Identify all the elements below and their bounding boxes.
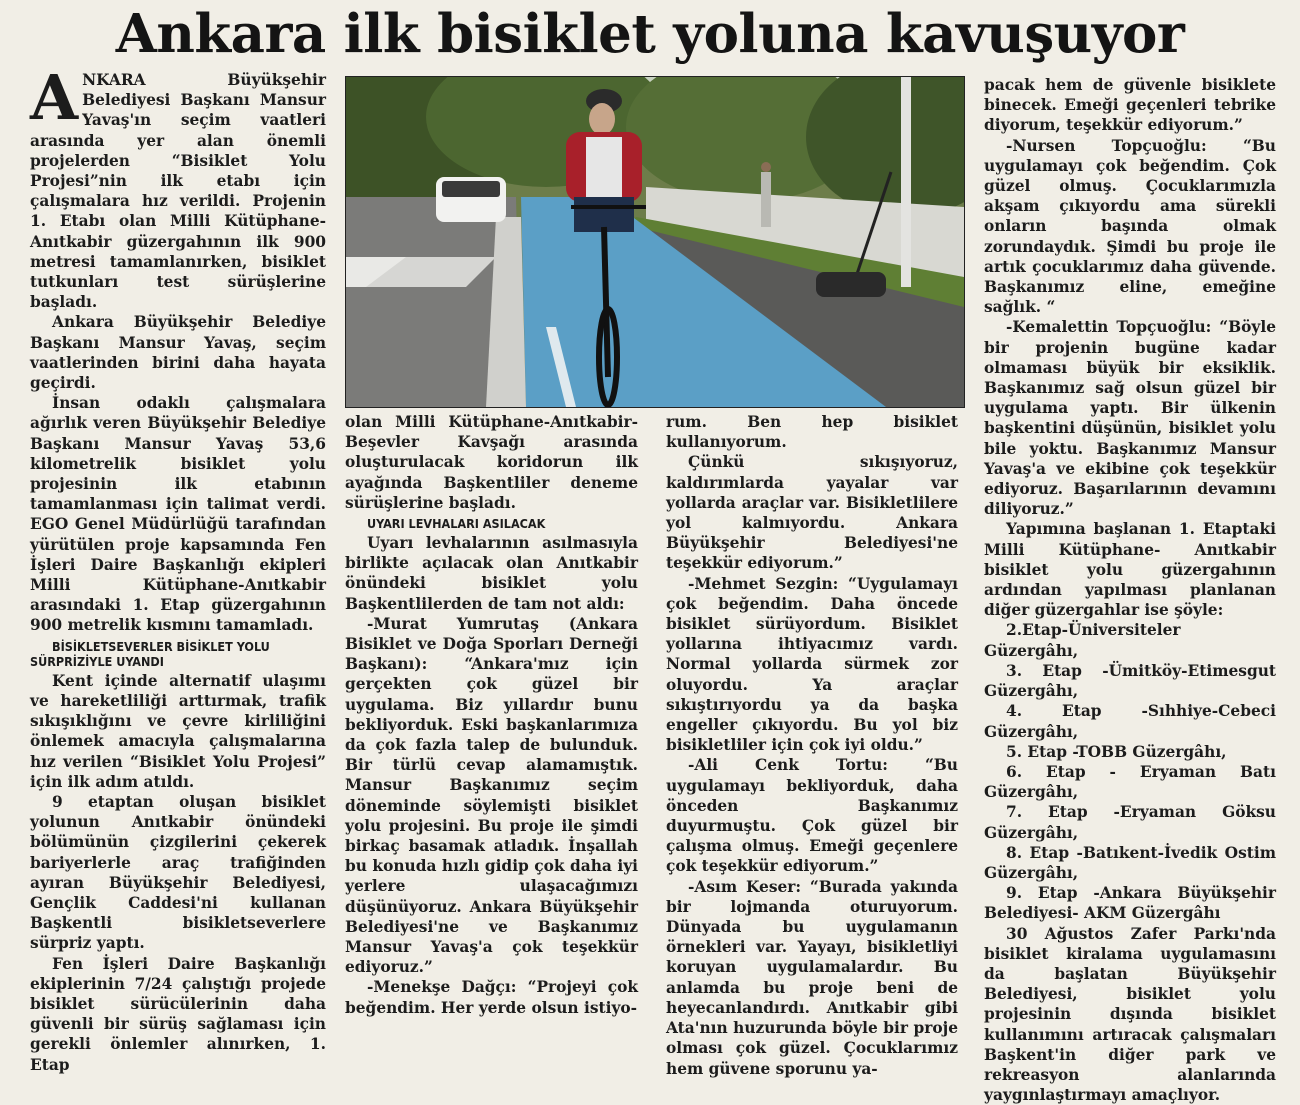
paragraph: 9 etaptan oluşan bisiklet yolunun Anıtkabir önündeki bölümünün çizgilerini çekerek bariyerlerle araç trafiğinden ayıran Büyükşehir Belediyesi, Gençlik Caddesi'ni kullanan Başkentli bisikletseverlere sürpriz yaptı. bbox=[30, 792, 326, 953]
paragraph: Çünkü sıkışıyoruz, kaldırımlarda yayalar var yollarda araçlar var. Bisikletlilere yol kalmıyordu. Ankara Büyükşehir Belediyesi'ne teşekkür ediyorum.” bbox=[666, 453, 958, 573]
paragraph: rum. Ben hep bisiklet kullanıyorum. bbox=[666, 413, 958, 452]
article-column-1 bbox=[30, 61, 326, 1075]
route-item: 2.Etap-Üniversiteler Güzergâhı, bbox=[984, 621, 1181, 660]
paragraph: Yapımına başlanan 1. Etaptaki Milli Kütüphane- Anıtkabir bisiklet yolu güzergahının ardından yapılması planlanan diğer güzergahlar ise şöyle: bbox=[984, 520, 1276, 620]
route-item: 9. Etap -Ankara Büyükşehir Belediyesi- AKM Güzergâhı bbox=[984, 884, 1276, 923]
paragraph: -Menekşe Dağçı: “Projeyi çok beğendim. Her yerde olsun istiyo- bbox=[345, 978, 638, 1017]
article-photo bbox=[345, 76, 965, 408]
paragraph: Kent içinde alternatif ulaşımı ve hareketliliği arttırmak, trafik sıkışıklığını ve çevre kirliliğini önlemek amacıyla çalışmalarına hız verilen “Bisiklet Yolu Projesi” için ilk adım atıldı. bbox=[30, 671, 326, 791]
article-headline: Ankara ilk bisiklet yoluna kavuşuyor bbox=[115, 3, 1185, 65]
paragraph: -Nursen Topçuoğlu: “Bu uygulamayı çok beğendim. Çok güzel olmuş. Çocuklarımızla akşam çıkıyordu ama sürekli onların başında olmak zorundaydık. Şimdi bu proje ile artık çocuklarımız daha güvende. Başkanımız eline, emeğine sağlık. “ bbox=[984, 136, 1276, 317]
article-column-4 bbox=[984, 75, 1276, 1105]
paragraph: -Asım Keser: “Burada yakında bir lojmanda oturuyorum. Dünyada bu uygulamanın örnekleri var. Yayayı, bisikletliyi koruyan uygulamalardır. Bu anlamda bu proje beni de heyecanlandırdı. Anıtkabir gibi Ata'nın huzurunda böyle bir proje olması çok güzel. Çocuklarımız hem güvene sporunu ya- bbox=[666, 877, 958, 1078]
route-item: 6. Etap - Eryaman Batı Güzergâhı, bbox=[984, 762, 1276, 802]
paragraph: İnsan odaklı çalışmalara ağırlık veren Büyükşehir Belediye Başkanı Mansur Yavaş 53,6 kilometrelik bisiklet yolu projesinin ilk etabının tamamlanması için talimat verdi. EGO Genel Müdürlüğü tarafından yürütülen proje kapsamında Fen İşleri Daire Başkanlığı ekipleri Milli Kütüphane-Anıtkabir arasındaki 1. Etap güzergahının 900 metrelik kısmını tamamladı. bbox=[30, 394, 326, 635]
paragraph: Fen İşleri Daire Başkanlığı ekiplerinin 7/24 çalıştığı projede bisiklet sürücülerinin daha güvenli bir sürüş sağlaması için gerekli önlemler alınırken, 1. Etap bbox=[30, 954, 326, 1074]
subheading: BİSİKLETSEVERLER BİSİKLET YOLU SÜRPRİZİYLE UYANDI bbox=[30, 638, 270, 669]
cyclist-photo bbox=[346, 77, 964, 407]
article-column-2 bbox=[345, 412, 638, 1018]
paragraph: 30 Ağustos Zafer Parkı'nda bisiklet kiralama uygulamasını da başlatan Büyükşehir Belediyesi, bisiklet yolu projesinin dışında bisiklet kullanımını artıracak çalışmaları Başkent'in diğer park ve rekreasyon alanlarında yaygınlaştırmayı amaçlıyor. bbox=[984, 924, 1276, 1105]
paragraph: -Ali Cenk Tortu: “Bu uygulamayı bekliyorduk, daha önceden Başkanımız duyurmuştu. Çok güzel bir çalışma olmuş. Emeği geçenlere çok teşekkür ediyorum.” bbox=[666, 756, 958, 876]
route-item: 3. Etap -Ümitköy-Etimesgut Güzergâhı, bbox=[984, 661, 1276, 701]
route-item: 5. Etap -TOBB Güzergâhı, bbox=[1006, 742, 1227, 761]
article-column-3 bbox=[666, 412, 958, 1079]
lead-paragraph: ANKARA Büyükşehir Belediyesi Başkanı Mansur Yavaş'ın seçim vaatleri arasında yer alan önemli projelerden “Bisiklet Yolu Projesi”nin ilk etabı için çalışmalara hız verildi. Projenin 1. Etabı olan Milli Kütüphane-Anıtkabir güzergahının ilk 900 metresi tamamlanırken, bisiklet tutkunları test sürüşlerine başladı. bbox=[30, 61, 326, 312]
drop-cap: A bbox=[30, 61, 79, 134]
subheading: UYARI LEVHALARI ASILACAK bbox=[367, 516, 546, 532]
paragraph: pacak hem de güvenle bisiklete binecek. Emeği geçenleri tebrike diyorum, teşekkür ediyorum.” bbox=[984, 76, 1276, 135]
paragraph: Uyarı levhalarının asılmasıyla birlikte açılacak olan Anıtkabir önündeki bisiklet yolu Başkentlilerden de tam not aldı: bbox=[345, 534, 638, 613]
paragraph: olan Milli Kütüphane-Anıtkabir-Beşevler Kavşağı arasında oluşturulacak koridorun ilk ayağında Başkentliler deneme sürüşlerine başladı. bbox=[345, 413, 638, 512]
paragraph: -Kemalettin Topçuoğlu: “Böyle bir projenin bugüne kadar olmaması büyük bir eksiklik. Başkanımız sağ olsun güzel bir uygulama yaptı. Bir ülkenin başkentini düşünün, bisiklet yolu bile yoktu. Başkanımız Mansur Yavaş'a ve ekibine çok teşekkür ediyoruz. Başarılarının devamını diliyoruz.” bbox=[984, 318, 1276, 519]
paragraph: Ankara Büyükşehir Belediye Başkanı Mansur Yavaş, seçim vaatlerinden birini daha hayata geçirdi. bbox=[30, 313, 326, 393]
route-item: 4. Etap -Sıhhiye-Cebeci Güzergâhı, bbox=[984, 702, 1276, 741]
paragraph: -Mehmet Sezgin: “Uygulamayı çok beğendim. Daha öncede bisiklet sürüyordum. Bisiklet yollarına ihtiyacımız vardı. Normal yollarda sürmek zor oluyordu. Ya araçlar sıkıştırıyordu ya da başka engeller çıkıyordu. Bu yol biz bisikletliler için çok iyi oldu.” bbox=[666, 574, 958, 755]
route-item: 7. Etap -Eryaman Göksu Güzergâhı, bbox=[984, 803, 1276, 842]
paragraph: -Murat Yumrutaş (Ankara Bisiklet ve Doğa Sporları Derneği Başkanı): “Ankara'mız için gerçekten çok güzel bir uygulama. Biz yıllardır bunu bekliyorduk. Eski başkanlarımıza da çok fazla talep de bulunduk. Bir türlü cevap alamamıştık. Mansur Başkanımız seçim döneminde söylemişti bisiklet yolu projesini. Bu proje ile şimdi birkaç basamak atladık. İnşallah bu konuda hızlı gidip çok daha iyi yerlere ulaşacağımızı düşünüyoruz. Ankara Büyükşehir Belediyesi'ne ve Başkanımız Mansur Yavaş'a çok teşekkür ediyoruz.” bbox=[345, 614, 638, 977]
route-item: 8. Etap -Batıkent-İvedik Ostim Güzergâhı, bbox=[984, 843, 1276, 882]
